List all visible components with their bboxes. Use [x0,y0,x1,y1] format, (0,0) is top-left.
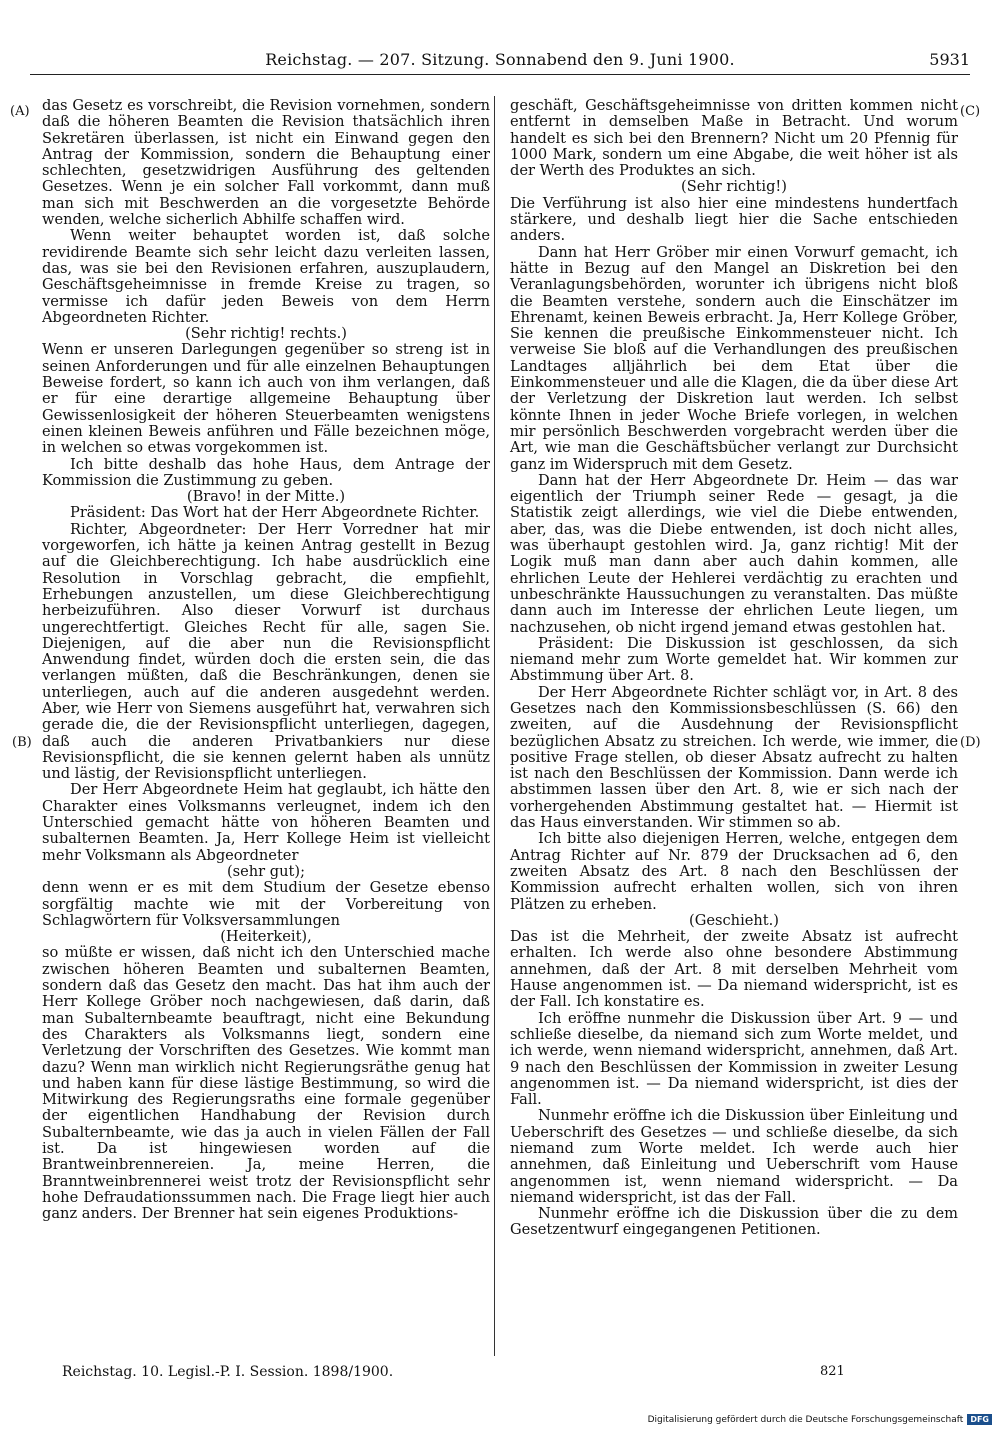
header-title: Reichstag. — 207. Sitzung. Sonnabend den 9. Juni 1900. [265,50,735,69]
credit-text: Digitalisierung gefördert durch die Deutsche Forschungsgemeinschaft [647,1414,964,1425]
footer-session: Reichstag. 10. Legisl.-P. I. Session. 1898/1900. [62,1364,394,1380]
page-number: 5931 [929,50,970,69]
paragraph: Nunmehr eröffne ich die Diskussion über die zu dem Gesetzentwurf eingegangenen Petitionen. [510,1205,958,1239]
interjection: (sehr gut); [226,862,306,880]
paragraph: geschäft, Geschäftsgeheimnisse von dritten kommen nicht entfernt in demselben Maße in Betracht. Und worum handelt es sich bei den Brennern? Nicht um 20 Pfennig für 1000 Mark, sondern um eine Abgabe, die weit höher ist als der Werth des Produktes an sich. [510,97,958,180]
paragraph: Der Herr Abgeordnete Richter schlägt vor, in Art. 8 des Gesetzes nach den Kommissionsbeschlüssen (S. 66) den zweiten, auf die Ausdehnung der Revisionspflicht bezüglichen Absatz zu streichen. Ich werde, wie immer, die positive Frage stellen, ob dieser Absatz aufrecht zu halten ist nach den Beschlüssen der Kommission. Dann werde ich abstimmen lassen über den Art. 8, wie er sich nach der vorhergehenden Abstimmung gestaltet hat. — Hiermit ist das Haus einverstanden. Wir stimmen so ab. [510,683,958,832]
page-header [30,48,970,75]
margin-marker-d: (D) [960,735,981,750]
paragraph: Das ist die Mehrheit, der zweite Absatz ist aufrecht erhalten. Ich werde also ohne besondere Abstimmung annehmen, daß der Art. 8 mit derselben Mehrheit vom Hause angenommen ist. — Da niemand widerspricht, ist es der Fall. Ich konstatire es. [510,928,958,1011]
paragraph: Ich eröffne nunmehr die Diskussion über Art. 9 — und schließe dieselbe, da niemand sich zum Worte meldet, und ich werde, wenn niemand widerspricht, annehmen, daß Art. 9 nach den Beschlüssen der Kommission in zweiter Lesung angenommen ist. — Da niemand widerspricht, ist dies der Fall. [510,1009,958,1109]
interjection: (Geschieht.) [689,911,779,929]
paragraph: Dann hat der Herr Abgeordnete Dr. Heim — das war eigentlich der Triumph seiner Rede — gesagt, ja die Statistik zeigt allerdings, wie viel die Diebe entwenden, aber, das, was die Diebe entwenden, ist doch nicht alles, was überhaupt gestohlen wird. Ja, ganz richtig! Mit der Logik muß man dann aber auch dahin kommen, alle ehrlichen Leute der Hehlerei verdächtig zu erachten und unbeschränkte Haussuchungen zu veranstalten. Das müßte dann auch im Interesse der ehrlichen Leute liegen, um nachzusehen, ob nicht irgend jemand etwas gestohlen hat. [510,471,958,636]
speaker-paragraph: Präsident: Das Wort hat der Herr Abgeordnete Richter. [70,504,480,522]
column-divider [494,96,495,1356]
paragraph: Wenn weiter behauptet worden ist, daß solche revidirende Beamte sich sehr leicht dazu verleiten lassen, das, was sie bei den Revisionen erfahren, auszuplaudern, Geschäftsgeheimnisse in fremde Kreise zu tragen, so vermisse ich dafür jeden Beweis von dem Herrn Abgeordneten Richter. [42,227,490,326]
interjection: (Bravo! in der Mitte.) [186,488,346,506]
paragraph: denn wenn er es mit dem Studium der Gesetze ebenso sorgfältig machte wie mit der Vorbereitung von Schlagwörtern für Volksversammlungen [42,879,490,929]
footer-sheet-number: 821 [820,1364,845,1379]
paragraph: so müßte er wissen, daß nicht ich den Unterschied mache zwischen höheren Beamten und subalternen Beamten, sondern daß das Gesetz den macht. Das hat ihm auch der Herr Kollege Gröber noch nachgewiesen, daß darin, daß man Subalternbeamte beauftragt, nicht eine Bekundung des Charakters als Volksmanns liegt, sondern eine Verletzung der Vorschriften des Gesetzes. Wie kommt man dazu? Wenn man wirklich nicht Regierungsräthe genug hat und haben kann für diese lästige Bestimmung, so wird die Mitwirkung des Regierungsraths eine formale gegenüber der eigentlichen Handhabung der Revision durch Subalternbeamte, wie das ja auch in vielen Fällen der Fall ist. Da ist hingewiesen worden auf die Brantweinbrennereien. Ja, meine Herren, die Branntweinbrennerei weist trotz der Revisionspflicht sehr hohe Defraudationssummen nach. Die Frage liegt hier auch ganz anders. Der Brenner hat sein eigenes Produktions- [42,944,490,1223]
paragraph: Die Verführung ist also hier eine mindestens hundertfach stärkere, und deshalb liegt hier die Sache entschieden anders. [510,194,958,245]
paragraph: Dann hat Herr Gröber mir einen Vorwurf gemacht, ich hätte in Bezug auf den Mangel an Diskretion bei den Veranlagungsbehörden, worunter ich übrigens nicht bloß die Beamten verstehe, sondern auch die Einschätzer im Ehrenamt, keinen Beweis erbracht. Ja, Herr Kollege Gröber, Sie kennen die preußische Einkommensteuer nicht. Ich verweise Sie bloß auf die Verhandlungen des preußischen Landtages alljährlich bei dem Etat über die Einkommensteuer und alle die Klagen, die da über diese Art der Verletzung der Diskretion laut werden. Ich selbst könnte Ihnen in jeder Woche Briefe vorlegen, in welchen mir persönlich Beschwerden vorgebracht werden über die Art, wie man die Geschäftsbücher verlangt zur Durchsicht ganz im Widerspruch mit dem Gesetz. [510,243,958,473]
paragraph: Wenn er unseren Darlegungen gegenüber so streng ist in seinen Anforderungen und für alle einzelnen Behauptungen Beweise fordert, so kann ich auch von ihm verlangen, daß er für eine derartige allgemeine Behauptung über Gewissenlosigkeit der höheren Steuerbeamten wenigstens einen kleinen Beweis anführen und Fälle bezeichnen möge, in welchen so etwas vorgekommen ist. [42,341,490,457]
interjection: (Sehr richtig! rechts.) [185,325,347,343]
margin-marker-c: (C) [960,104,981,119]
speaker-paragraph: Richter, Abgeordneter: Der Herr Vorredner hat mir vorgeworfen, ich hätte ja keinen Antrag gestellt in Bezug auf die Gleichberechtigung. Ich habe ausdrücklich eine Resolution in Vorschlag gebracht, die empfiehlt, Erhebungen anzustellen, um diese Gleichberechtigung herbeizuführen. Also dieser Vorwurf ist durchaus ungerechtfertigt. Gleiches Recht für alle, sagen Sie. Diejenigen, auf die aber nun die Revisionspflicht Anwendung findet, würden doch die ersten sein, die das verlangen müßten, daß die Beschränkungen, denen sie unterliegen, auch auf die anderen ausgedehnt werden. Aber, wie Herr von Siemens ausgeführt hat, verwahren sich gerade die, die der Revisionspflicht unterliegen, dagegen, daß auch die anderen Privatbankiers nur diese Revisionspflicht, die sie kennen gelernt haben als unnütz und lästig, der Revisionspflicht unterliegen. [42,520,490,783]
margin-marker-b: (B) [12,735,32,750]
right-column [510,98,958,1239]
dfg-logo: DFG [967,1414,992,1425]
speaker-paragraph: Präsident: Die Diskussion ist geschlossen, da sich niemand mehr zum Worte gemeldet hat. Wir kommen zur Abstimmung über Art. 8. [510,634,958,685]
left-column [42,98,490,1222]
margin-marker-a: (A) [10,104,30,119]
paragraph: Ich bitte deshalb das hohe Haus, dem Antrage der Kommission die Zustimmung zu geben. [42,455,490,489]
paragraph: Der Herr Abgeordnete Heim hat geglaubt, ich hätte den Charakter eines Volksmanns verleugnet, indem ich den Unterschied gemacht hätte von höheren Beamten und subalternen Beamten. Ja, Herr Kollege Heim ist vielleicht mehr Volksmann als Abgeordneter [42,781,490,864]
paragraph: Ich bitte also diejenigen Herren, welche, entgegen dem Antrag Richter auf Nr. 879 der Drucksachen ad 6, den zweiten Absatz des Art. 8 nach den Beschlüssen der Kommission aufrecht erhalten wollen, sich von ihren Plätzen zu erheben. [510,830,958,913]
interjection: (Sehr richtig!) [681,178,787,196]
digitization-credit [648,1414,992,1425]
paragraph: Nunmehr eröffne ich die Diskussion über Einleitung und Ueberschrift des Gesetzes — und schließe dieselbe, da sich niemand zum Worte meldet. Ich werde auch hier annehmen, daß Einleitung und Ueberschrift vom Hause angenommen ist, wenn niemand widerspricht. — Da niemand widerspricht, ist das der Fall. [510,1107,958,1206]
paragraph: das Gesetz es vorschreibt, die Revision vornehmen, sondern daß die höheren Beamten die Revision thatsächlich ihren Sekretären überlassen, ist nicht ein Einwand gegen den Antrag der Kommission, sondern die Behauptung einer schlechten, gesetzwidrigen Ausführung des geltenden Gesetzes. Wenn je ein solcher Fall vorkommt, dann muß man sich mit Beschwerden an die vorgesetzte Behörde wenden, welche sicherlich Abhilfe schaffen wird. [42,97,490,229]
interjection: (Heiterkeit), [220,928,312,946]
